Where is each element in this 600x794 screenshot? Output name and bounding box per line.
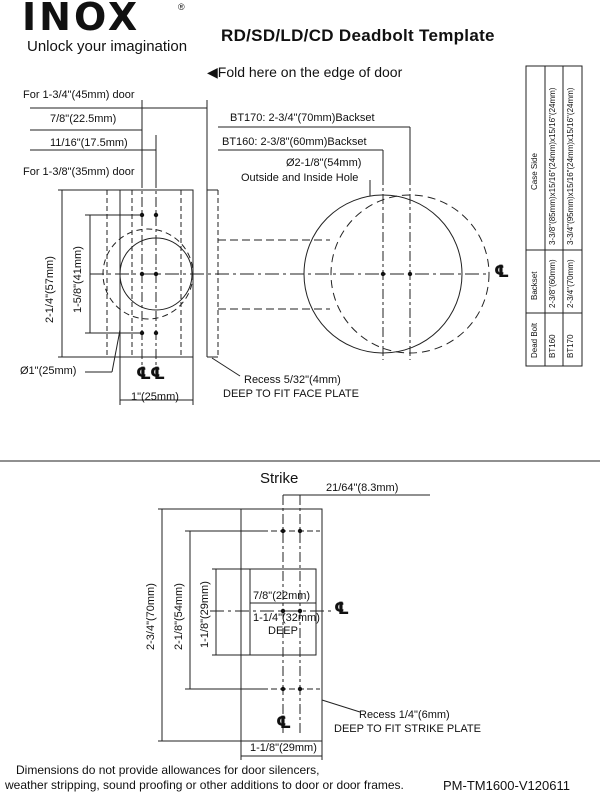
centerline-symbol-strike: ℄ (334, 599, 350, 618)
strike-height-70-label: 2-3/4"(70mm) (145, 583, 157, 650)
page-title: RD/SD/LD/CD Deadbolt Template (221, 26, 495, 45)
strike-height-54-label: 2-1/8"(54mm) (173, 583, 185, 650)
table-header-backset: Backset (530, 271, 539, 300)
table-cell: BT160 (548, 334, 557, 358)
table-cell: 2-3/4"(70mm) (566, 259, 575, 308)
dim-22-5-label: 7/8"(22.5mm) (50, 113, 117, 125)
pocket-depth-label-line2: DEEP (268, 625, 298, 637)
table-cell: BT170 (566, 334, 575, 358)
width-25-label: 1"(25mm) (131, 391, 179, 403)
strike-width-29-label: 1-1/8"(29mm) (250, 742, 317, 754)
table-header-caseside: Case Side (530, 153, 539, 190)
strike-title: Strike (260, 470, 299, 487)
centerline-symbol-hole: ℄ (494, 262, 510, 281)
brand-tagline: Unlock your imagination (27, 38, 188, 55)
document-code: PM-TM1600-V120611 (443, 778, 570, 793)
hole-description-label: Outside and Inside Hole (241, 172, 359, 184)
table-cell: 2-3/8"(60mm) (548, 259, 557, 308)
recess-label-line2: DEEP TO FIT FACE PLATE (223, 388, 359, 400)
height-57-label: 2-1/4"(57mm) (44, 256, 56, 323)
pocket-depth-label-line1: 1-1/4"(32mm) (253, 612, 320, 624)
door-35-label: For 1-3/8"(35mm) door (23, 166, 135, 178)
table-cell: 3-3/4"(95mm)x15/16"(24mm)x15/16"(24mm) (566, 87, 575, 245)
strike-recess-line2: DEEP TO FIT STRIKE PLATE (334, 723, 481, 735)
registered-mark: ® (178, 2, 185, 12)
centerline-symbol-bore-right: ℄ (150, 364, 166, 383)
backset-70-label: BT170: 2-3/4"(70mm)Backset (230, 112, 375, 124)
brand-logo: INOX (22, 0, 141, 39)
table-cell: 3-3/8"(85mm)x15/16"(24mm)x15/16"(24mm) (548, 87, 557, 245)
hole-diameter-label: Ø2-1/8"(54mm) (286, 157, 362, 169)
strike-height-29-label: 1-1/8"(29mm) (199, 581, 211, 648)
strike-dim-8-3-label: 21/64"(8.3mm) (326, 482, 399, 494)
strike-recess-line1: Recess 1/4"(6mm) (359, 709, 450, 721)
door-45-label: For 1-3/4"(45mm) door (23, 89, 135, 101)
height-41-label: 1-5/8"(41mm) (72, 246, 84, 313)
dim-17-5-label: 11/16"(17.5mm) (50, 137, 128, 149)
disclaimer-line1: Dimensions do not provide allowances for door silencers, (16, 763, 320, 777)
bore-diameter-label: Ø1"(25mm) (20, 365, 77, 377)
backset-60-label: BT160: 2-3/8"(60mm)Backset (222, 136, 367, 148)
centerline-symbol-strike-bottom: ℄ (276, 713, 292, 732)
centerline-symbol-bore-left: ℄ (136, 364, 152, 383)
recess-label-line1: Recess 5/32"(4mm) (244, 374, 341, 386)
table-header-deadbolt: Dead Bolt (530, 322, 539, 358)
fold-note: ◀Fold here on the edge of door (207, 64, 403, 80)
disclaimer-line2: weather stripping, sound proofing or other additions to door or door frames. (5, 778, 404, 792)
pocket-width-label: 7/8"(22mm) (253, 590, 311, 602)
